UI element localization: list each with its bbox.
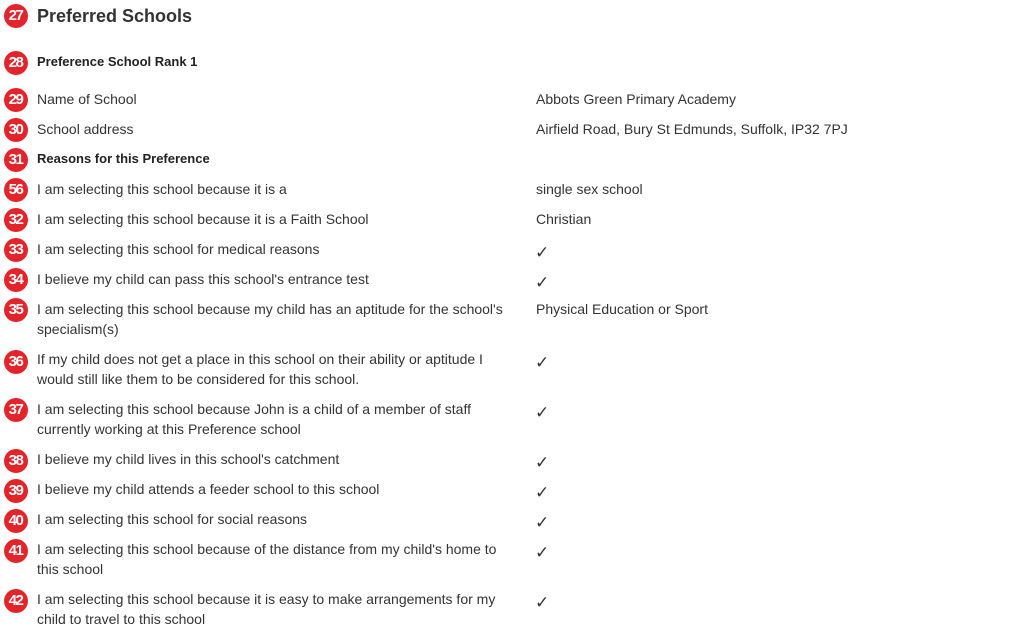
question-label: I am selecting this school because it is a Faith School <box>37 211 369 227</box>
checkmark-icon: ✓ <box>535 353 550 373</box>
question-number-badge: 34 <box>4 268 28 292</box>
checkmark-icon: ✓ <box>535 543 550 563</box>
question-label: I am selecting this school for social reasons <box>37 511 308 527</box>
question-number-badge: 31 <box>4 148 28 172</box>
section-title: Preferred Schools <box>37 6 193 26</box>
answer-value: Christian <box>536 211 592 227</box>
reasons-header: Reasons for this Preference <box>37 151 210 166</box>
answer-value: Airfield Road, Bury St Edmunds, Suffolk, IP32 7PJ <box>536 121 848 137</box>
question-label: I believe my child lives in this school's catchment <box>37 451 340 467</box>
question-label: I am selecting this school because of the distance from my child's home to this school <box>37 541 497 577</box>
question-number-badge: 32 <box>4 208 28 232</box>
question-label: I believe my child attends a feeder school to this school <box>37 481 380 497</box>
question-number-badge: 56 <box>4 178 28 202</box>
question-label: I believe my child can pass this school's entrance test <box>37 271 369 287</box>
question-number-badge: 29 <box>4 88 28 112</box>
question-label: School address <box>37 121 134 137</box>
question-number-badge: 39 <box>4 479 28 503</box>
answer-value: Abbots Green Primary Academy <box>536 91 736 107</box>
checkmark-icon: ✓ <box>535 243 550 263</box>
question-number-badge: 27 <box>4 4 28 28</box>
question-number-badge: 35 <box>4 298 28 322</box>
answer-value: single sex school <box>536 181 643 197</box>
question-number-badge: 38 <box>4 449 28 473</box>
checkmark-icon: ✓ <box>535 593 550 613</box>
preference-rank-title: Preference School Rank 1 <box>37 54 198 69</box>
checkmark-icon: ✓ <box>535 513 550 533</box>
question-number-badge: 41 <box>4 539 28 563</box>
section-header <box>0 4 1014 30</box>
checkmark-icon: ✓ <box>535 453 550 473</box>
question-number-badge: 40 <box>4 509 28 533</box>
question-label: If my child does not get a place in this school on their ability or aptitude I would still like them to be considered for this school. <box>37 351 483 387</box>
question-label: I am selecting this school for medical reasons <box>37 241 320 257</box>
question-number-badge: 28 <box>4 51 28 75</box>
question-label: Name of School <box>37 91 137 107</box>
checkmark-icon: ✓ <box>535 403 550 423</box>
checkmark-icon: ✓ <box>535 273 550 293</box>
question-label: I am selecting this school because it is a <box>37 181 287 197</box>
checkmark-icon: ✓ <box>535 483 550 503</box>
question-number-badge: 37 <box>4 398 28 422</box>
question-number-badge: 42 <box>4 589 28 613</box>
question-number-badge: 36 <box>4 350 28 374</box>
question-number-badge: 30 <box>4 118 28 142</box>
preference-rank-header <box>0 51 1014 75</box>
question-label: I am selecting this school because my child has an aptitude for the school's specialism(s) <box>37 301 503 337</box>
question-label: I am selecting this school because John is a child of a member of staff currently working at this Preference school <box>37 401 471 437</box>
question-label: I am selecting this school because it is easy to make arrangements for my child to travel to this school <box>37 591 496 627</box>
question-number-badge: 33 <box>4 238 28 262</box>
answer-value: Physical Education or Sport <box>536 301 708 317</box>
